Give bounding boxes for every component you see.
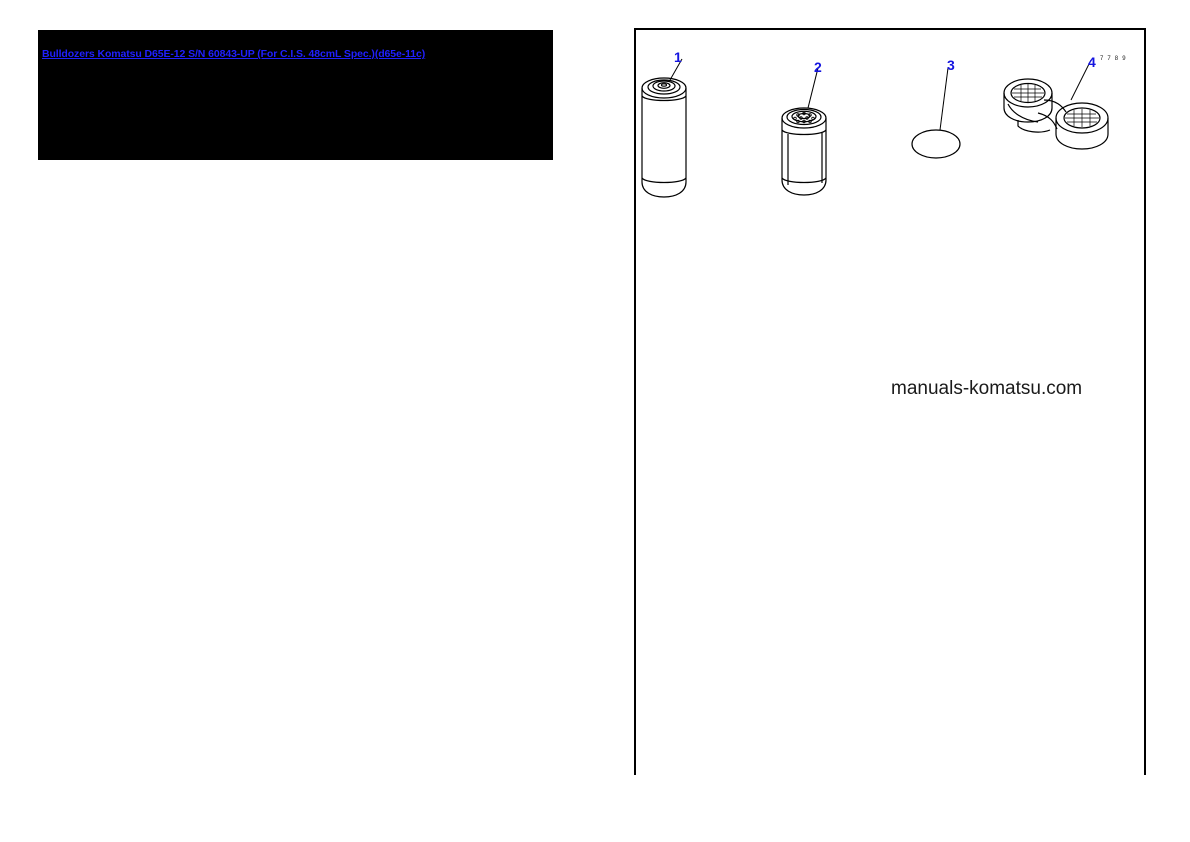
- parts-diagram-illustration: [636, 30, 1140, 773]
- part-4-filter-head: [1004, 79, 1108, 149]
- parts-diagram-page: [634, 28, 1146, 775]
- title-banner: [38, 30, 553, 160]
- document-title-link[interactable]: Bulldozers Komatsu D65E-12 S/N 60843-UP (For C.I.S. 48cmL Spec.)(d65e-11c): [42, 48, 426, 60]
- watermark-text: manuals-komatsu.com: [891, 378, 1083, 399]
- part-1-tall-filter: [642, 78, 686, 197]
- small-label-text: 7 7 8 9: [1100, 56, 1127, 62]
- callout-number-3: 3: [947, 57, 955, 73]
- callout-number-1: 1: [674, 49, 682, 65]
- callout-number-2: 2: [814, 59, 822, 75]
- part-2-short-filter: [782, 108, 826, 195]
- callout-number-4: 4: [1088, 54, 1096, 70]
- part-3-o-ring: [912, 130, 960, 158]
